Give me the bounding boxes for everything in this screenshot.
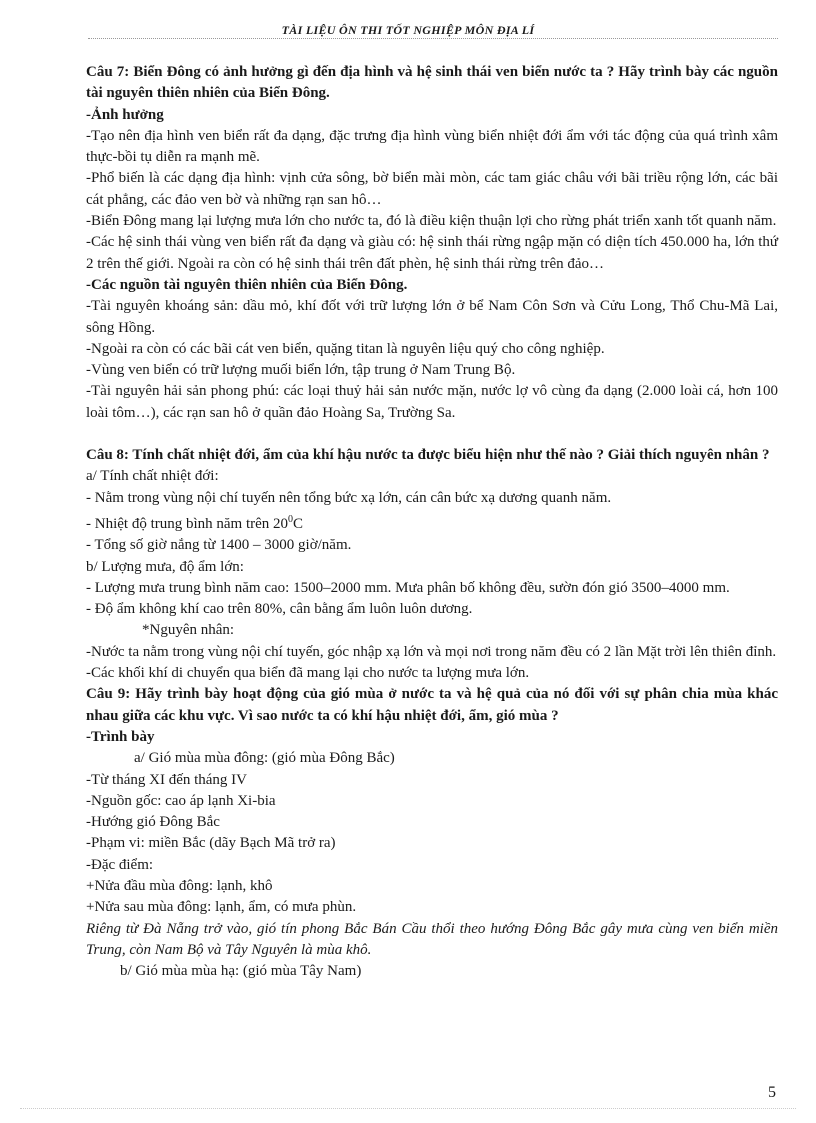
q7-paragraph: -Biển Đông mang lại lượng mưa lớn cho nước ta, đó là điều kiện thuận lợi cho rừng phát triển xanh tốt quanh năm.: [86, 213, 777, 230]
q9-heading: -Trình bày: [86, 728, 155, 745]
q7-paragraph: -Tài nguyên khoáng sản: dầu mỏ, khí đốt với trữ lượng lớn ở bể Nam Côn Sơn và Cửu Long, Thổ Chu-Mã Lai, sông Hồng.: [86, 298, 778, 336]
q8-item: - Nằm trong vùng nội chí tuyến nên tổng bức xạ lớn, cán cân bức xạ dương quanh năm.: [86, 489, 612, 506]
q9-item: -Đặc điểm:: [86, 856, 154, 873]
page-number: 5: [768, 1084, 776, 1101]
section-spacer: [86, 424, 778, 445]
q8-item: - Lượng mưa trung bình năm cao: 1500–2000 mm. Mưa phân bố không đều, sườn đón gió 3500–4000 mm.: [86, 579, 730, 596]
q8-item: -Nước ta nằm trong vùng nội chí tuyến, góc nhập xạ lớn và mọi nơi trong năm đều có 2 lần Mặt trời lên thiên đỉnh.: [86, 643, 777, 660]
page-header: TÀI LIỆU ÔN THI TỐT NGHIỆP MÔN ĐỊA LÍ: [281, 23, 535, 37]
q8-subheading-a: a/ Tính chất nhiệt đới:: [86, 468, 219, 485]
q8-item: - Độ ẩm không khí cao trên 80%, cân bằng ẩm luôn luôn dương.: [86, 601, 473, 618]
q7-paragraph: -Ngoài ra còn có các bãi cát ven biển, quặng titan là nguyên liệu quý cho công nghiệp.: [86, 340, 605, 357]
q7-paragraph: -Vùng ven biển có trữ lượng muối biển lớn, tập trung ở Nam Trung Bộ.: [86, 362, 516, 379]
q8-item-temperature: [86, 509, 778, 535]
q7-paragraph: -Các hệ sinh thái vùng ven biển rất đa dạng và giàu có: hệ sinh thái rừng ngập mặn có diện tích 450.000 ha, lớn thứ 2 trên thế giới. Ngoài ra còn có hệ sinh thái trên đất phèn, hệ sinh thái rừng trên đảo…: [86, 234, 778, 272]
q8-item: - Tổng số giờ nắng từ 1400 – 3000 giờ/năm.: [86, 537, 352, 554]
question-8: Câu 8: Tính chất nhiệt đới, ẩm của khí hậu nước ta được biểu hiện như thế nào ? Giải thích nguyên nhân ?: [86, 447, 770, 464]
q7-paragraph: -Tài nguyên hải sản phong phú: các loại thuỷ hải sản nước mặn, nước lợ vô cùng đa dạng (2.000 loài cá, hơn 100 loài tôm…), các rạn san hô ở quần đảo Hoàng Sa, Trường Sa.: [86, 383, 778, 421]
q9-subheading-b: b/ Gió mùa mùa hạ: (gió mùa Tây Nam): [120, 963, 362, 980]
q8-temp-prefix: - Nhiệt độ trung bình năm trên 20: [86, 515, 289, 532]
q8-temp-degree: 0: [288, 513, 294, 525]
q7-paragraph: -Tạo nên địa hình ven biển rất đa dạng, đặc trưng địa hình vùng biển nhiệt đới ẩm với tác động của quá trình xâm thực-bồi tụ diễn ra mạnh mẽ.: [86, 127, 778, 166]
header-divider: [88, 38, 778, 39]
q9-item: +Nửa đầu mùa đông: lạnh, khô: [86, 877, 273, 894]
q9-item: -Hướng gió Đông Bắc: [86, 814, 220, 831]
question-9: Câu 9: Hãy trình bày hoạt động của gió mùa ở nước ta và hệ quả của nó đối với sự phân chia mùa khác nhau giữa các khu vực. Vì sao nước ta có khí hậu nhiệt đới, ẩm, gió mùa ?: [86, 686, 778, 724]
q9-italic-note: Riêng từ Đà Nẵng trở vào, gió tín phong Bắc Bán Cầu thổi theo hướng Đông Bắc gây mưa cùng ven biển miền Trung, còn Nam Bộ và Tây Nguyên là mùa khô.: [86, 920, 778, 958]
page-content: [86, 62, 778, 982]
q9-subheading-a: a/ Gió mùa mùa đông: (gió mùa Đông Bắc): [134, 750, 395, 767]
q8-subheading-b: b/ Lượng mưa, độ ẩm lớn:: [86, 558, 244, 575]
q7-paragraph: -Phổ biến là các dạng địa hình: vịnh cửa sông, bờ biển mài mòn, các tam giác châu với bãi triều rộng lớn, các bãi cát phẳng, các đảo ven bờ và những rạn san hô…: [86, 170, 778, 208]
q9-item: -Phạm vi: miền Bắc (dãy Bạch Mã trở ra): [86, 835, 336, 852]
q8-temp-suffix: C: [293, 515, 304, 532]
question-7: Câu 7: Biển Đông có ảnh hưởng gì đến địa hình và hệ sinh thái ven biển nước ta ? Hãy trình bày các nguồn tài nguyên thiên nhiên của Biển Đông.: [86, 64, 778, 102]
q8-item: -Các khối khí di chuyển qua biển đã mang lại cho nước ta lượng mưa lớn.: [86, 665, 530, 682]
q7-heading-effects: -Ảnh hưởng: [86, 106, 164, 123]
q9-item: -Nguồn gốc: cao áp lạnh Xi-bia: [86, 792, 276, 809]
q9-item: +Nửa sau mùa đông: lạnh, ẩm, có mưa phùn.: [86, 899, 357, 916]
q7-heading-resources: -Các nguồn tài nguyên thiên nhiên của Biển Đông.: [86, 276, 408, 293]
q8-cause-heading: *Nguyên nhân:: [142, 622, 235, 639]
footer-divider: [20, 1108, 796, 1109]
q9-item: -Từ tháng XI đến tháng IV: [86, 771, 248, 788]
